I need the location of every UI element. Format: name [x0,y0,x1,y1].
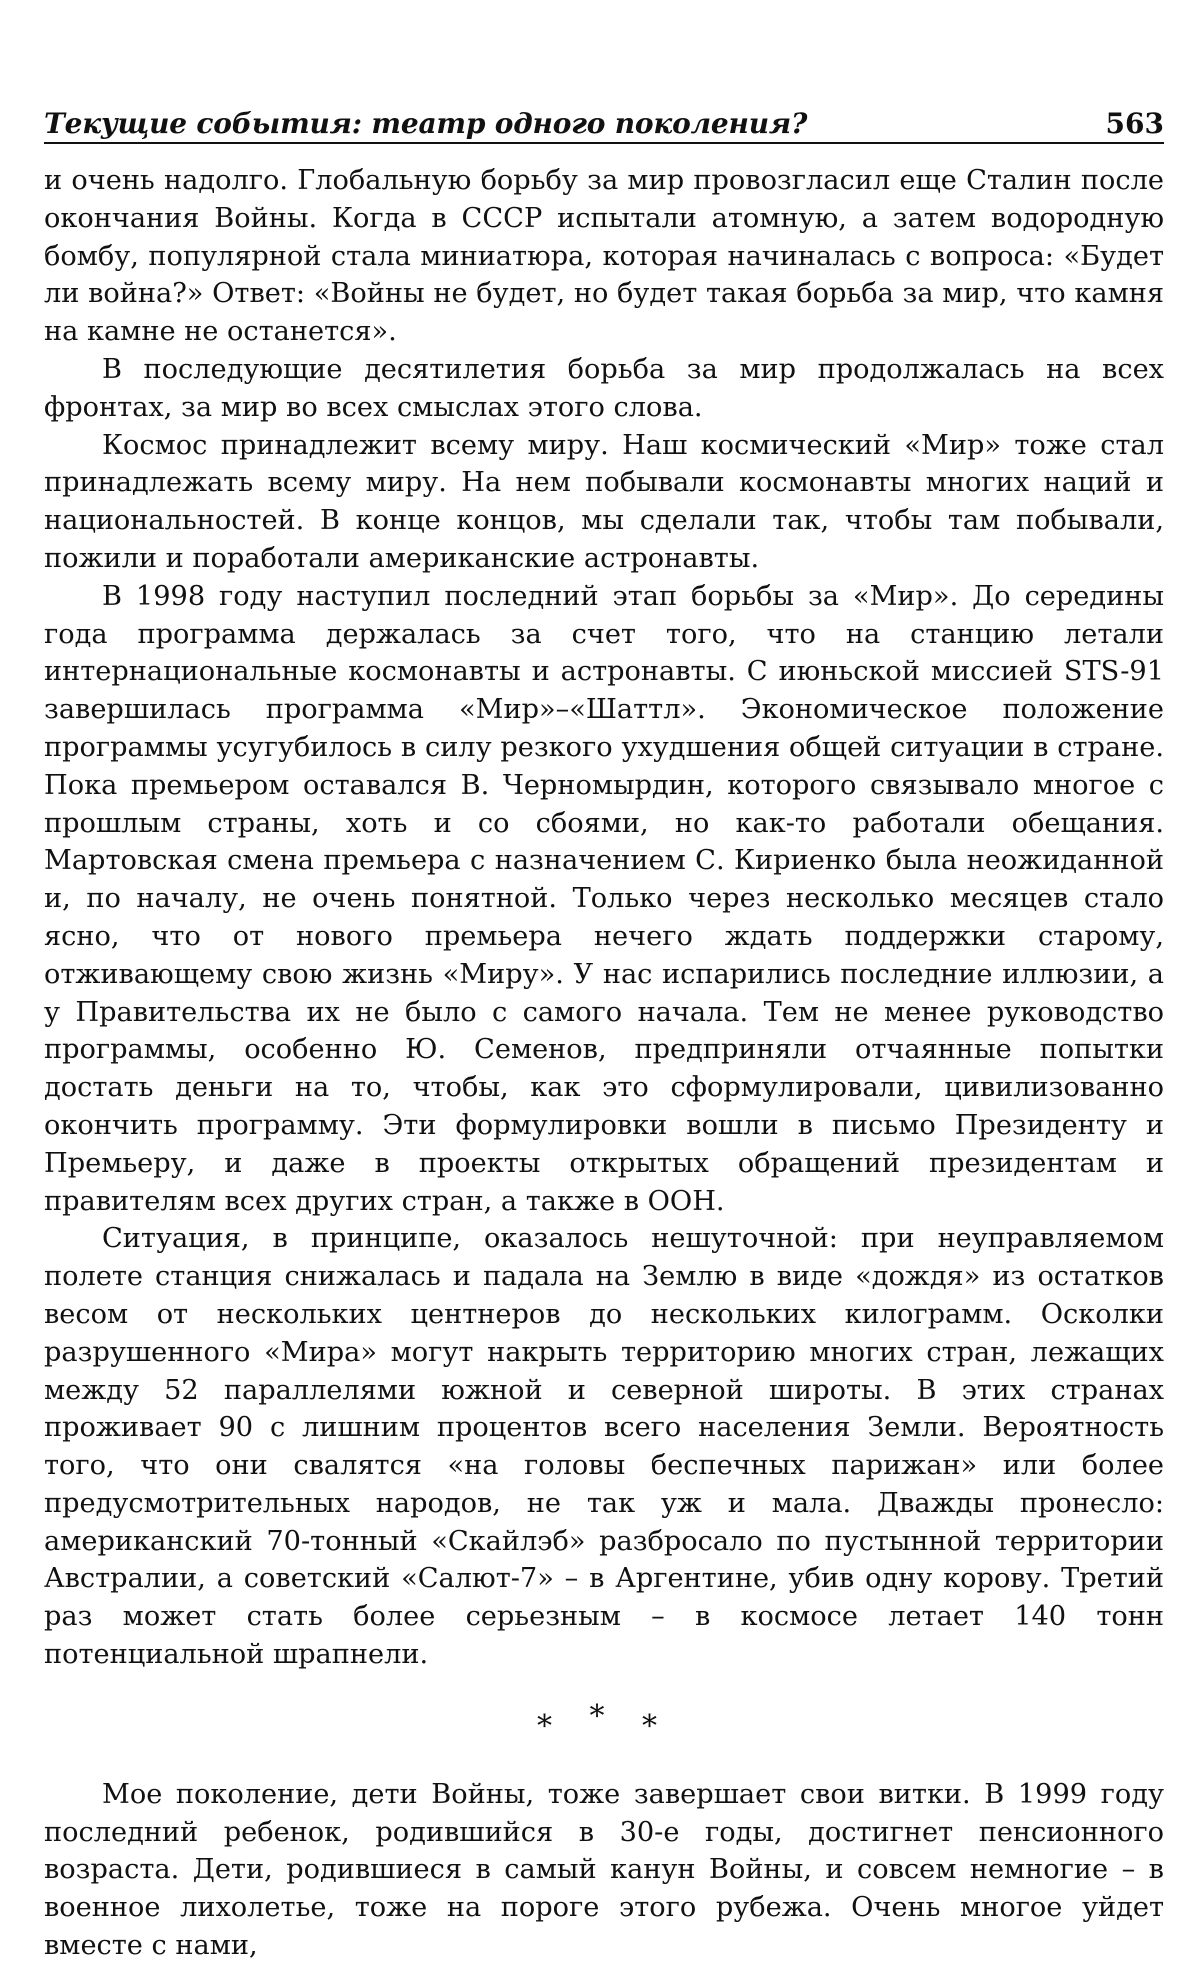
separator-asterisk: * [536,1708,566,1744]
separator-asterisk: * [589,1698,619,1734]
separator-asterisk: * [642,1708,672,1744]
paragraph-continuation: и очень надолго. Глобальную борьбу за мир провозгласил еще Сталин после окончания Войны. Когда в СССР испытали атомную, а затем водородную бомбу, популярной стала миниатюра, которая начиналась с вопроса: «Будет ли война?» Ответ: «Войны не будет, но будет такая борьба за мир, что камня на камне не останется». [44,165,1164,348]
body-text [44,162,1164,1965]
paragraph: В 1998 году наступил последний этап борьбы за «Мир». До середины года программа держалась за счет того, что на станцию летали интернациональные космонавты и астронавты. С июньской миссией STS-91 завершилась программа «Мир»–«Шаттл». Экономическое положение программы усугубилось в силу резкого ухудшения общей ситуации в стране. Пока премьером оставался В. Черномырдин, которого связывало многое с прошлым страны, хоть и со сбоями, но как-то работали обещания. Мартовская смена премьера с назначением С. Кириенко была неожиданной и, по началу, не очень понятной. Только через несколько месяцев стало ясно, что от нового премьера нечего ждать поддержки старому, отживающему свою жизнь «Миру». У нас испарились последние иллюзии, а у Правительства их не было с самого начала. Тем не менее руководство программы, особенно Ю. Семенов, предприняли отчаянные попытки достать деньги на то, чтобы, как это сформулировали, цивилизованно окончить программу. Эти формулировки вошли в письмо Президенту и Премьеру, и даже в проекты открытых обращений президентам и правителям всех других стран, а также в ООН. [44,580,1164,1217]
running-header [44,100,1164,144]
book-page [44,100,1164,1965]
paragraph: Мое поколение, дети Войны, тоже завершает свои витки. В 1999 году последний ребенок, родившийся в 30-е годы, достигнет пенсионного возраста. Дети, родившиеся в самый канун Войны, и совсем немногие – в военное лихолетье, тоже на пороге этого рубежа. Очень многое уйдет вместе с нами, [44,1778,1164,1962]
paragraph: В последующие десятилетия борьба за мир продолжалась на всех фронтах, за мир во всех смыслах этого слова. [44,353,1164,423]
paragraph: Ситуация, в принципе, оказалось нешуточной: при неуправляемом полете станция снижалась и падала на Землю в виде «дождя» из остатков весом от нескольких центнеров до нескольких килограмм. Осколки разрушенного «Мира» могут накрыть территорию многих стран, лежащих между 52 параллелями южной и северной широты. В этих странах проживает 90 с лишним процентов всего населения Земли. Вероятность того, что они свалятся «на головы беспечных парижан» или более предусмотрительных народов, не так уж и мала. Дважды пронесло: американский 70-тонный «Скайлэб» разбросало по пустынной территории Австралии, а советский «Салют-7» – в Аргентине, убив одну корову. Третий раз может стать более серьезным – в космосе летает 140 тонн потенциальной шрапнели. [44,1223,1164,1671]
chapter-title: Текущие события: театр одного поколения? [44,107,808,140]
page-number: 563 [1105,107,1164,140]
section-separator [44,1698,1164,1748]
paragraph: Космос принадлежит всему миру. Наш космический «Мир» тоже стал принадлежать всему миру. На нем побывали космонавты многих наций и национальностей. В конце концов, мы сделали так, чтобы там побывали, пожили и поработали американские астронавты. [44,429,1164,574]
